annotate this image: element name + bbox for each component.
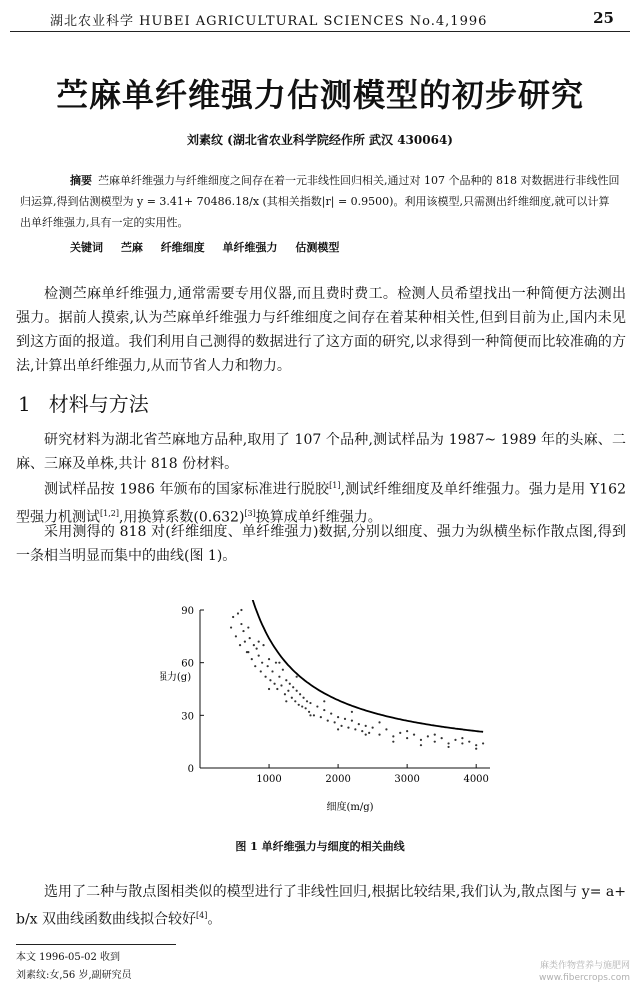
- scatter-point: [447, 742, 449, 744]
- scatter-point: [361, 730, 363, 732]
- y-axis-label: 强力(g): [160, 672, 192, 683]
- abstract-label: 摘要: [70, 174, 92, 187]
- scatter-point: [289, 683, 291, 685]
- paragraph-text: 研究材料为湖北省苎麻地方品种,取用了 107 个品种,测试样品为 1987~ 1989 年的头麻、二麻、三麻及单株,共计 818 份材料。: [16, 432, 626, 472]
- x-tick-label: 1000: [256, 774, 282, 785]
- citation: [1]: [329, 481, 341, 490]
- citation: [1,2]: [100, 508, 119, 518]
- scatter-point: [278, 662, 280, 664]
- scatter-point: [406, 737, 408, 739]
- paragraph-text: 检测苎麻单纤维强力,通常需要专用仪器,而且费时费工。检测人员希望找出一种简便方法测出强力。据前人摸索,认为苎麻单纤维强力与纤维细度之间存在着某种相关性,但到目前为止,国内未见到这方面的报道。我们利用自己测得的数据进行了这方面的研究,以求得到一种简便而比较准确的方法,计算出单纤维强力,从而节省人力和物力。: [16, 286, 626, 374]
- scatter-point: [247, 651, 249, 653]
- section-number: 1: [18, 392, 31, 416]
- keywords: [20, 237, 620, 258]
- scatter-point: [316, 705, 318, 707]
- scatter-point: [420, 744, 422, 746]
- x-tick-label: 3000: [394, 774, 420, 785]
- scatter-point: [427, 735, 429, 737]
- text-run: 测试样品按 1986 年颁布的国家标准进行脱胶: [44, 481, 330, 498]
- page-number: 25: [593, 9, 614, 27]
- y-tick-label: 60: [181, 658, 194, 670]
- footnotes: [16, 944, 316, 985]
- scatter-point: [247, 626, 249, 628]
- scatter-point: [482, 742, 484, 744]
- scatter-point: [294, 700, 296, 702]
- scatter-point: [475, 748, 477, 750]
- scatter-point: [282, 669, 284, 671]
- scatter-point: [256, 648, 258, 650]
- scatter-point: [271, 670, 273, 672]
- scatter-point: [399, 732, 401, 734]
- scatter-point: [306, 700, 308, 702]
- scatter-point: [287, 690, 289, 692]
- scatter-point: [260, 670, 262, 672]
- scatter-point: [242, 630, 244, 632]
- scatter-point: [267, 665, 269, 667]
- scatter-point: [230, 626, 232, 628]
- scatter-point: [413, 734, 415, 736]
- scatter-point: [275, 662, 277, 664]
- scatter-point: [305, 707, 307, 709]
- scatter-point: [454, 739, 456, 741]
- intro-paragraph: [16, 282, 626, 378]
- scatter-point: [368, 732, 370, 734]
- y-tick-label: 0: [187, 764, 194, 775]
- scatter-point: [461, 737, 463, 739]
- scatter-point: [308, 711, 310, 713]
- scatter-point: [392, 735, 394, 737]
- scatter-point: [351, 711, 353, 713]
- keyword: 估测模型: [295, 241, 340, 254]
- scatter-point: [285, 679, 287, 681]
- scatter-point: [365, 725, 367, 727]
- x-tick-label: 4000: [463, 774, 489, 785]
- y-tick-label: 90: [181, 606, 194, 617]
- scatter-point: [251, 658, 253, 660]
- abstract-paragraph: [20, 170, 620, 233]
- scatter-point: [354, 728, 356, 730]
- citation: [3]: [244, 508, 256, 518]
- scatter-point: [264, 676, 266, 678]
- scatter-point: [273, 683, 275, 685]
- watermark-line: 麻类作物营养与施肥网: [539, 961, 630, 971]
- figure-caption: 图 1 单纤维强力与细度的相关曲线: [235, 840, 405, 853]
- scatter-paragraph: [16, 520, 626, 568]
- abstract-text: 苎麻单纤维强力与纤维细度之间存在着一元非线性回归相关,通过对 107 个品种的 818 对数据进行非线性回归运算,得到估测模型为 y = 3.41+ 70486.18/x (其相关指数|r| = 0.9500)。利用该模型,只需测出纤维细度,就可以计算出单纤维强力,具有一定的实用性。: [20, 174, 620, 229]
- text-run: 。: [207, 911, 222, 928]
- scatter-point: [406, 730, 408, 732]
- citation: [4]: [196, 911, 208, 920]
- scatter-point: [244, 641, 246, 643]
- scatter-point: [327, 720, 329, 722]
- paragraph-text: 采用测得的 818 对(纤维细度、单纤维强力)数据,分别以细度、强力为纵横坐标作散点图,得到一条相当明显而集中的曲线(图 1)。: [16, 524, 626, 564]
- scatter-point: [278, 676, 280, 678]
- scatter-point: [302, 697, 304, 699]
- text-run: 换算成单纤维强力。: [255, 509, 382, 526]
- running-header: [0, 0, 640, 34]
- scatter-point: [280, 684, 282, 686]
- scatter-point: [378, 734, 380, 736]
- keyword: 苎麻: [120, 241, 143, 254]
- scatter-point: [372, 727, 374, 729]
- scatter-point: [291, 697, 293, 699]
- scatter-point: [268, 658, 270, 660]
- scatter-point: [475, 744, 477, 746]
- footnote: 刘素纹:女,56 岁,副研究员: [16, 970, 132, 981]
- scatter-point: [284, 693, 286, 695]
- scatter-point: [298, 704, 300, 706]
- keywords-label: 关键词: [70, 241, 103, 254]
- scatter-point: [299, 693, 301, 695]
- scatter-point: [313, 714, 315, 716]
- scatter-point: [330, 712, 332, 714]
- scatter-point: [235, 635, 237, 637]
- scatter-point: [441, 737, 443, 739]
- watermark: [539, 960, 630, 984]
- scatter-point: [254, 665, 256, 667]
- scatter-point: [337, 728, 339, 730]
- scatter-point: [292, 686, 294, 688]
- scatter-point: [337, 716, 339, 718]
- scatter-point: [240, 609, 242, 611]
- scatter-point: [249, 637, 251, 639]
- scatter-point: [285, 700, 287, 702]
- scatter-point: [296, 676, 298, 678]
- scatter-point: [239, 644, 241, 646]
- scatter-point: [253, 644, 255, 646]
- scatter-point: [434, 741, 436, 743]
- journal-name: 湖北农业科学 HUBEI AGRICULTURAL SCIENCES No.4,1996: [50, 14, 488, 29]
- scatter-point: [461, 742, 463, 744]
- section-heading: [18, 388, 149, 417]
- scatter-point: [309, 714, 311, 716]
- scatter-point: [392, 741, 394, 743]
- scatter-point: [334, 721, 336, 723]
- scatter-point: [351, 720, 353, 722]
- scatter-point: [258, 641, 260, 643]
- scatter-point: [323, 709, 325, 711]
- scatter-point: [434, 734, 436, 736]
- text-run: ,测试纤维细度及单纤维强力。强力是用 Y162 型强力机测试: [16, 481, 626, 526]
- header-rule: [10, 31, 630, 32]
- keyword: 纤维细度: [160, 241, 205, 254]
- scatter-point: [378, 721, 380, 723]
- keyword: 单纤维强力: [222, 241, 278, 254]
- paragraph-text: [16, 880, 626, 932]
- scatter-chart: [160, 600, 500, 820]
- scatter-point: [237, 612, 239, 614]
- scatter-point: [232, 616, 234, 618]
- scatter-point: [385, 728, 387, 730]
- scatter-point: [344, 718, 346, 720]
- scatter-point: [347, 727, 349, 729]
- scatter-point: [262, 644, 264, 646]
- abstract: [20, 170, 620, 258]
- scatter-point: [276, 688, 278, 690]
- paper-title: 苎麻单纤维强力估测模型的初步研究: [55, 76, 584, 114]
- scatter-point: [240, 623, 242, 625]
- section-title: 材料与方法: [48, 392, 149, 416]
- author-line: 刘素纹 (湖北省农业科学院经作所 武汉 430064): [187, 133, 453, 147]
- model-paragraph: [16, 880, 626, 932]
- scatter-point: [309, 702, 311, 704]
- watermark-line: www.fibercrops.com: [539, 973, 630, 983]
- scatter-point: [269, 679, 271, 681]
- scatter-point: [340, 725, 342, 727]
- fitted-curve: [231, 600, 483, 732]
- figure-1: [160, 600, 500, 820]
- scatter-point: [301, 705, 303, 707]
- scatter-point: [296, 690, 298, 692]
- y-tick-label: 30: [181, 711, 194, 723]
- scatter-point: [420, 739, 422, 741]
- text-run: ,用换算系数(0.632): [118, 509, 245, 526]
- scatter-point: [358, 723, 360, 725]
- scatter-point: [268, 688, 270, 690]
- footnote: 本文 1996-05-02 收到: [16, 952, 121, 963]
- scatter-point: [261, 662, 263, 664]
- scatter-point: [365, 734, 367, 736]
- footnote-rule: [16, 944, 176, 945]
- materials-paragraph: [16, 428, 626, 476]
- x-axis-label: 细度(m/g): [326, 802, 374, 813]
- scatter-point: [468, 741, 470, 743]
- x-tick-label: 2000: [325, 774, 351, 785]
- scatter-point: [447, 746, 449, 748]
- text-run: 选用了二种与散点图相类似的模型进行了非线性回归,根据比较结果,我们认为,散点图与 y= a+ b/x 双曲线函数曲线拟合较好: [16, 884, 626, 928]
- scatter-point: [258, 655, 260, 657]
- scatter-point: [320, 716, 322, 718]
- scatter-point: [323, 700, 325, 702]
